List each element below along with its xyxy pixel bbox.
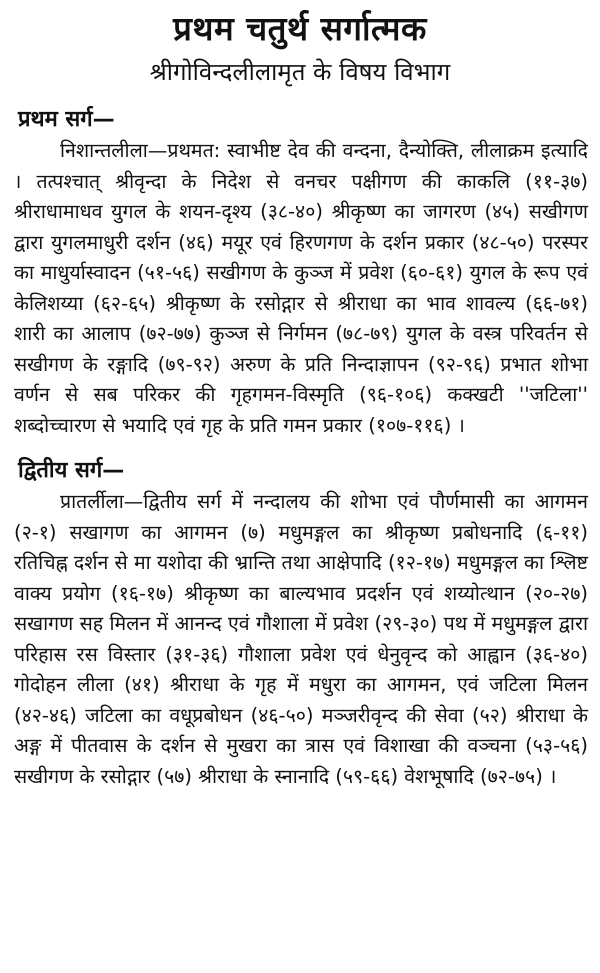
document-subtitle: श्रीगोविन्दलीलामृत के विषय विभाग: [149, 58, 451, 86]
section-heading: द्वितीय सर्ग—: [18, 458, 125, 483]
section-heading: प्रथम सर्ग—: [18, 107, 115, 132]
section-body: प्रातर्लीला—द्वितीय सर्ग में नन्दालय की शोभा एवं पौर्णमासी का आगमन (२-१) सखागण का आगमन (७) मधुमङ्गल का श्रीकृष्ण प्रबोधनादि (६-११) रतिचिह्न दर्शन से मा यशोदा की भ्रान्ति तथा आक्षेपादि (१२-१७) मधुमङ्गल का श्लिष्ट वाक्य प्रयोग (१६-१७) श्रीकृष्ण का बाल्यभाव प्रदर्शन एवं शय्योत्थान (२०-२७) सखागण सह मिलन में आनन्द एवं गौशाला में प्रवेश (२९-३०) पथ में मधुमङ्गल द्वारा परिहास रस विस्तार (३१-३६) गौशाला प्रवेश एवं धेनुवृन्द को आह्वान (३६-४०) गोदोहन लीला (४१) श्रीराधा के गृह में मधुरा का आगमन, एवं जटिला मिलन (४२-४६) जटिला का वधूप्रबोधन (४६-५०) मञ्जरीवृन्द की सेवा (५२) श्रीराधा के अङ्ग में पीतवास के दर्शन से मुखरा का त्रास एवं विशाखा की वञ्चना (५३-५६) सखीगण के रसोद्गार (५७) श्रीराधा के स्नानादि (५९-६६) वेशभूषादि (७२-७५) ।: [14, 490, 588, 788]
section-second-canto: [10, 455, 590, 792]
section-body: निशान्तलीला—प्रथमत: स्वाभीष्ट देव की वन्दना, दैन्योक्ति, लीलाक्रम इत्यादि । तत्पश्चात् श्रीवृन्दा के निदेश से वनचर पक्षीगण की काकलि (११-३७) श्रीराधामाधव युगल के शयन-दृश्य (३८-४०) श्रीकृष्ण का जागरण (४५) सखीगण द्वारा युगलमाधुरी दर्शन (४६) मयूर एवं हिरणगण के दर्शन प्रकार (४८-५०) परस्पर का माधुर्यास्वादन (५१-५६) सखीगण के कुञ्ज में प्रवेश (६०-६१) युगल के रूप एवं केलिशय्या (६२-६५) श्रीकृष्ण के रसोद्गार से श्रीराधा का भाव शावल्य (६६-७१) शारी का आलाप (७२-७७) कुञ्ज से निर्गमन (७८-७९) युगल के वस्त्र परिवर्तन से सखीगण के रङ्गादि (७९-९२) अरुण के प्रति निन्दाज्ञापन (९२-९६) प्रभात शोभा वर्णन से सब परिकर की गृहगमन-विस्मृति (९६-१०६) कक्खटी ''जटिला'' शब्दोच्चारण से भयादि एवं गृह के प्रति गमन प्रकार (१०७-११६) ।: [14, 139, 588, 437]
section-first-canto: [10, 104, 590, 441]
document-title: प्रथम चतुर्थ सर्गात्मक: [173, 9, 427, 48]
